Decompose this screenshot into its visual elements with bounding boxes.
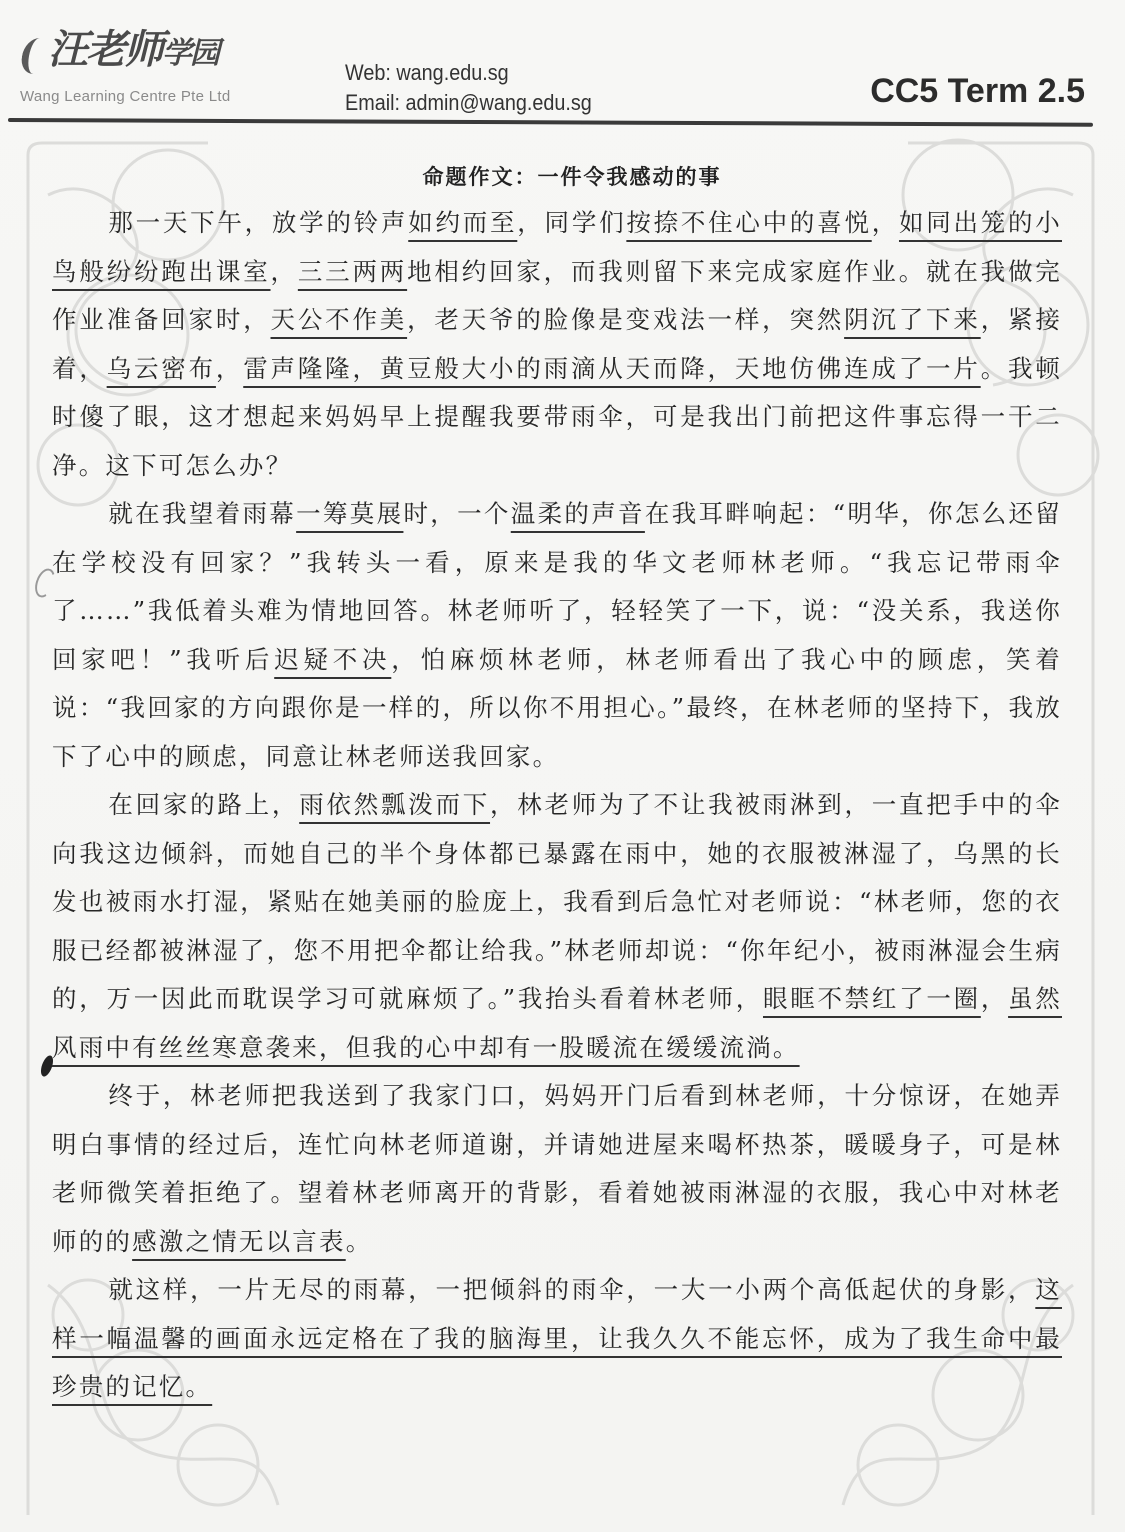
logo-swoosh-icon — [20, 34, 46, 76]
text-run: ， — [270, 256, 298, 286]
underlined-phrase: 雨依然瓢泼而下 — [299, 790, 491, 819]
underlined-phrase: 如约而至 — [408, 208, 518, 237]
underlined-phrase: 按捺不住心中的喜悦 — [626, 208, 872, 237]
text-run: 。我顿时傻了眼，这才想起来妈妈早上提醒我要带雨伞，可是我出门前把这件事忘得一干二净。这下可怎么办？ — [52, 353, 1063, 480]
underlined-phrase: 一筹莫展 — [296, 499, 404, 528]
underlined-phrase: 迟疑不决 — [274, 644, 392, 674]
underlined-phrase: 乌云密布 — [106, 353, 216, 383]
text-run: 终于，林老师把我送到了我家门口，妈妈开门后看到林老师，十分惊讶，在她弄明白事情的经过后，连忙向林老师道谢，并请她进屋来喝杯热茶，暖暖身子，可是林老师微笑着拒绝了。望着林老师离开的背影，看着她被雨淋湿的衣服，我心中对林老师的的 — [52, 1081, 1062, 1256]
text-run: ， — [980, 984, 1009, 1013]
text-run: ，林老师为了不让我被雨淋到，一直把手中的伞向我这边倾斜，而她自己的半个身体都已暴露在雨中，她的衣服被淋湿了，乌黑的长发也被雨水打湿，紧贴在她美丽的脸庞上，我看到后急忙对老师说：“林老师，您的衣服已经都被淋湿了，您不用把伞都让给我。”林老师却说：“你年纪小，被雨淋湿会生病的，万一因此而耽误学习可就麻烦了。”我抬头看着林老师， — [52, 790, 1062, 1013]
underlined-phrase: 三三两两 — [297, 256, 408, 286]
essay-paragraph-2 — [52, 490, 1062, 781]
underlined-phrase: 虽然风雨中有丝丝寒意袭来，但我的心中却有一股暖流在缓缓流淌。 — [52, 984, 1062, 1062]
page-header — [0, 0, 1125, 125]
logo-chinese-name: 汪老师学园 — [48, 27, 218, 73]
underlined-phrase: 这样一幅温馨的画面永远定格在了我的脑海里，让我久久不能忘怀，成为了我生命中最珍贵的记忆。 — [52, 1275, 1062, 1401]
essay-paragraph-5 — [52, 1266, 1062, 1412]
underlined-phrase: 雷声隆隆，黄豆般大小的雨滴从天而降，天地仿佛连成了一片 — [243, 353, 981, 383]
logo — [20, 28, 218, 76]
underlined-phrase: 如同出笼的小鸟般纷纷跑出课室 — [52, 208, 1062, 286]
header-divider — [8, 118, 1093, 127]
text-run: ， — [215, 353, 244, 383]
text-run: ， — [871, 208, 899, 237]
text-run: 地相约回家，而我则留下来完成家庭作业。就在我做完作业准备回家时， — [52, 256, 1063, 334]
essay-title: 命题作文：一件令我感动的事 — [422, 164, 722, 189]
underlined-phrase: 阴沉了下来 — [844, 305, 981, 334]
underlined-phrase: 温柔的声音 — [510, 499, 645, 528]
text-run: ，老天爷的脸像是变戏法一样，突然 — [407, 305, 845, 334]
underlined-phrase: 天公不作美 — [270, 305, 408, 334]
essay-paragraph-1 — [52, 199, 1062, 490]
email-text: Email: admin@wang.edu.sg — [345, 90, 592, 115]
underlined-phrase: 感激之情无以言表 — [132, 1226, 346, 1256]
text-run: ，怕麻烦林老师，林老师看出了我心中的顾虑，笑着说：“我回家的方向跟你是一样的，所以你不用担心。”最终，在林老师的坚持下，我放下了心中的顾虑，同意让林老师送我回家。 — [52, 644, 1062, 771]
text-run: 在回家的路上， — [108, 790, 300, 819]
essay-paragraph-4 — [52, 1072, 1062, 1266]
essay-paragraph-3 — [52, 781, 1062, 1072]
text-run: ，紧接着， — [52, 305, 1063, 383]
essay-content — [52, 155, 1062, 1412]
website-text: Web: wang.edu.sg — [345, 60, 509, 85]
contact-info — [345, 58, 592, 118]
document-code: CC5 Term 2.5 — [870, 72, 1085, 110]
text-run: 。 — [345, 1226, 373, 1256]
text-run: 就这样，一片无尽的雨幕，一把倾斜的雨伞，一大一小两个高低起伏的身影， — [108, 1275, 1036, 1304]
text-run: ，同学们 — [517, 208, 627, 237]
text-run: 在我耳畔响起：“明华，你怎么还留在学校没有回家？”我转头一看，原来是我的华文老师林老师。“我忘记带雨伞了……”我低着头难为情地回答。林老师听了，轻轻笑了一下，说：“没关系，我送你回家吧！”我听后 — [52, 499, 1062, 674]
text-run: 那一天下午，放学的铃声 — [108, 208, 409, 237]
logo-english-name: Wang Learning Centre Pte Ltd — [20, 88, 231, 105]
text-run: 时，一个 — [403, 499, 511, 528]
text-run: 就在我望着雨幕 — [108, 499, 297, 528]
underlined-phrase: 眼眶不禁红了一圈 — [762, 984, 981, 1013]
